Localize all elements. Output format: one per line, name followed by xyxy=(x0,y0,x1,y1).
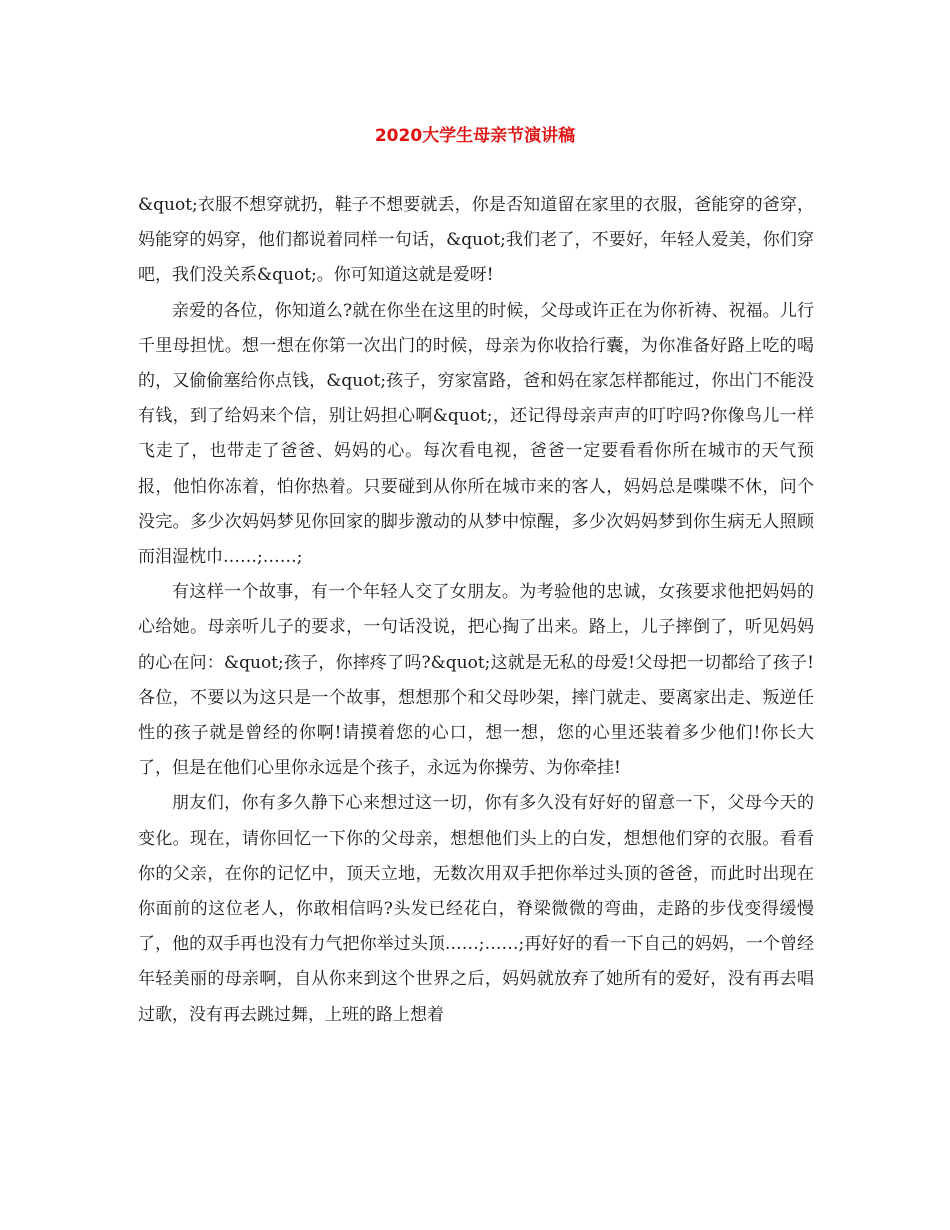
page-title: 2020大学生母亲节演讲稿 xyxy=(374,126,576,146)
paragraph-4: 朋友们，你有多久静下心来想过这一切，你有多久没有好好的留意一下，父母今天的变化。现在，请你回忆一下你的父母亲，想想他们头上的白发，想想他们穿的衣服。看看你的父亲，在你的记忆中，顶天立地，无数次用双手把你举过头顶的爸爸，而此时出现在你面前的这位老人，你敢相信吗?头发已经花白，脊梁微微的弯曲，走路的步伐变得缓慢了，他的双手再也没有力气把你举过头顶……;……;再好好的看一下自己的妈妈，一个曾经年轻美丽的母亲啊，自从你来到这个世界之后，妈妈就放弃了她所有的爱好，没有再去唱过歌，没有再去跳过舞，上班的路上想着 xyxy=(138,793,814,1025)
paragraph-1: &quot;衣服不想穿就扔，鞋子不想要就丢，你是否知道留在家里的衣服，爸能穿的爸穿，妈能穿的妈穿，他们都说着同样一句话，&quot;我们老了，不要好，年轻人爱美，你们穿吧，我们没关系&quot;。你可知道这就是爱呀! xyxy=(138,195,814,286)
document-body xyxy=(138,188,814,1033)
paragraph-3: 有这样一个故事，有一个年轻人交了女朋友。为考验他的忠诚，女孩要求他把妈妈的心给她。母亲听儿子的要求，一句话没说，把心掏了出来。路上，儿子摔倒了，听见妈妈的心在问：&quot;孩子，你摔疼了吗?&quot;这就是无私的母爱!父母把一切都给了孩子!各位，不要以为这只是一个故事，想想那个和父母吵架，摔门就走、要离家出走、叛逆任性的孩子就是曾经的你啊!请摸着您的心口，想一想，您的心里还装着多少他们!你长大了，但是在他们心里你永远是个孩子，永远为你操劳、为你牵挂! xyxy=(138,582,814,779)
paragraph-2: 亲爱的各位，你知道么?就在你坐在这里的时候，父母或许正在为你祈祷、祝福。儿行千里母担忧。想一想在你第一次出门的时候，母亲为你收拾行囊，为你准备好路上吃的喝的，又偷偷塞给你点钱，&quot;孩子，穷家富路，爸和妈在家怎样都能过，你出门不能没有钱，到了给妈来个信，别让妈担心啊&quot;，还记得母亲声声的叮咛吗?你像鸟儿一样飞走了，也带走了爸爸、妈妈的心。每次看电视，爸爸一定要看看你所在城市的天气预报，他怕你冻着，怕你热着。只要碰到从你所在城市来的客人，妈妈总是喋喋不休，问个没完。多少次妈妈梦见你回家的脚步激动的从梦中惊醒，多少次妈妈梦到你生病无人照顾而泪湿枕巾……;……; xyxy=(138,300,814,568)
